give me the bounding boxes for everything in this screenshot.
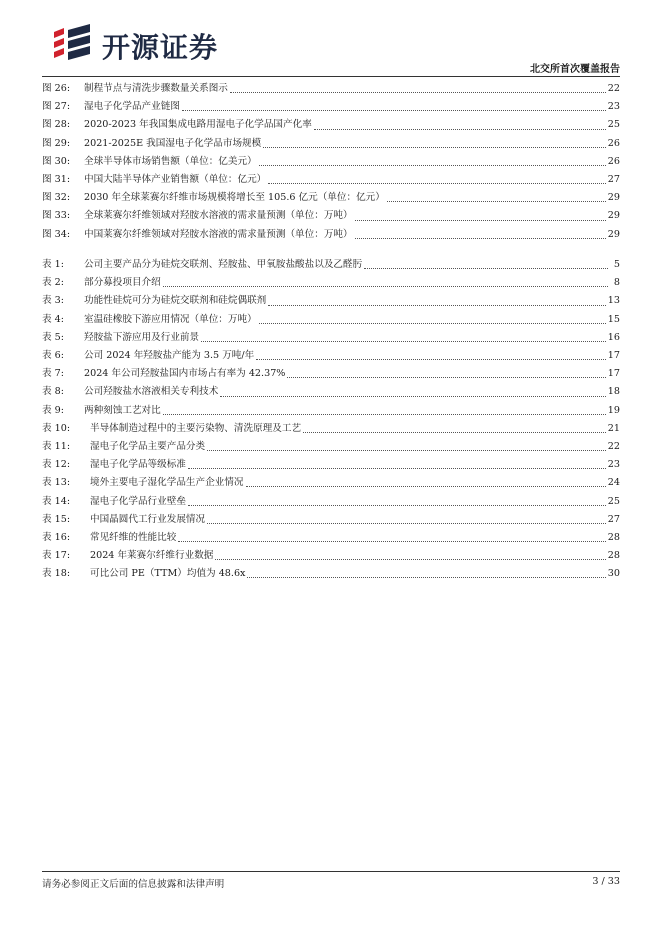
- dot-leader: [188, 468, 606, 469]
- table-toc-entry[interactable]: [42, 256, 620, 274]
- figure-toc-entry[interactable]: [42, 135, 620, 153]
- table-label: 表 1:: [42, 259, 64, 271]
- table-label: 表 5:: [42, 331, 64, 343]
- table-toc-entry[interactable]: [42, 329, 620, 347]
- table-label: 表 12:: [42, 459, 71, 471]
- dot-leader: [215, 559, 605, 560]
- figure-page-number: 26: [607, 155, 620, 167]
- figure-title: 湿电子化学品产业链图: [84, 101, 180, 113]
- figure-label: 图 26:: [42, 83, 71, 95]
- table-page-number: 21: [607, 422, 620, 434]
- table-title: 功能性硅烷可分为硅烷交联剂和硅烷偶联剂: [84, 295, 267, 307]
- table-toc-entry[interactable]: [42, 565, 620, 583]
- figure-page-number: 26: [607, 137, 620, 149]
- table-title: 公司羟胺盐水溶液相关专利技术: [84, 386, 219, 398]
- figure-page-number: 29: [607, 210, 620, 222]
- table-page-number: 22: [607, 440, 620, 452]
- table-page-number: 28: [607, 550, 620, 562]
- figure-page-number: 25: [607, 119, 620, 131]
- table-page-number: 23: [607, 459, 620, 471]
- dot-leader: [220, 396, 605, 397]
- table-page-number: 15: [607, 313, 620, 325]
- table-page-number: 24: [607, 477, 620, 489]
- page-header: [0, 0, 662, 80]
- table-toc-entry[interactable]: [42, 547, 620, 565]
- figure-toc-entry[interactable]: [42, 116, 620, 134]
- table-label: 表 11:: [42, 440, 71, 452]
- table-toc-entry[interactable]: [42, 383, 620, 401]
- figure-title: 全球莱赛尔纤维领域对羟胺水溶液的需求量预测（单位：万吨）: [84, 210, 353, 222]
- dot-leader: [268, 305, 606, 306]
- table-title: 公司主要产品分为硅烷交联剂、羟胺盐、甲氧胺盐酸盐以及乙醛肟: [84, 259, 363, 271]
- table-page-number: 8: [613, 277, 620, 289]
- table-title: 2024 年公司羟胺盐国内市场占有率为 42.37%: [84, 368, 286, 380]
- dot-leader: [263, 147, 606, 148]
- footer-divider: [42, 871, 620, 872]
- table-page-number: 13: [607, 295, 620, 307]
- table-toc-entry[interactable]: [42, 347, 620, 365]
- table-label: 表 14:: [42, 495, 71, 507]
- dot-leader: [207, 523, 606, 524]
- dot-leader: [268, 183, 606, 184]
- table-title: 可比公司 PE（TTM）均值为 48.6x: [90, 568, 246, 580]
- dot-leader: [355, 238, 606, 239]
- table-label: 表 4:: [42, 313, 64, 325]
- table-title: 湿电子化学品等级标准: [90, 459, 186, 471]
- table-toc-entry[interactable]: [42, 474, 620, 492]
- figure-toc-entry[interactable]: [42, 153, 620, 171]
- table-label: 表 3:: [42, 295, 64, 307]
- dot-leader: [246, 486, 606, 487]
- table-title: 室温硅橡胶下游应用情况（单位：万吨）: [84, 313, 257, 325]
- table-toc-entry[interactable]: [42, 529, 620, 547]
- table-toc-entry[interactable]: [42, 402, 620, 420]
- dot-leader: [178, 541, 605, 542]
- table-page-number: 30: [607, 568, 620, 580]
- figure-page-number: 23: [607, 101, 620, 113]
- dot-leader: [207, 450, 606, 451]
- dot-leader: [201, 341, 606, 342]
- table-label: 表 18:: [42, 568, 71, 580]
- table-toc-entry[interactable]: [42, 292, 620, 310]
- table-title: 湿电子化学品主要产品分类: [90, 440, 206, 452]
- table-title: 常见纤维的性能比较: [90, 531, 177, 543]
- figure-page-number: 29: [607, 192, 620, 204]
- table-label: 表 15:: [42, 513, 71, 525]
- dot-leader: [387, 201, 606, 202]
- header-divider: [42, 76, 620, 77]
- figure-toc-entry[interactable]: [42, 98, 620, 116]
- dot-leader: [230, 92, 606, 93]
- company-logo: [50, 22, 250, 66]
- table-toc-entry[interactable]: [42, 438, 620, 456]
- table-label: 表 10:: [42, 422, 71, 434]
- table-page-number: 16: [607, 331, 620, 343]
- dot-leader: [287, 377, 605, 378]
- table-page-number: 25: [607, 495, 620, 507]
- figure-title: 中国莱赛尔纤维领域对羟胺水溶液的需求量预测（单位：万吨）: [84, 228, 353, 240]
- figure-title: 2021-2025E 我国湿电子化学品市场规模: [84, 137, 262, 149]
- figure-toc-entry[interactable]: [42, 207, 620, 225]
- table-title: 湿电子化学品行业壁垒: [90, 495, 186, 507]
- report-type: 北交所首次覆盖报告: [530, 64, 620, 75]
- dot-leader: [188, 505, 606, 506]
- table-toc-entry[interactable]: [42, 456, 620, 474]
- figure-label: 图 31:: [42, 174, 71, 186]
- table-title: 两种刻蚀工艺对比: [84, 404, 161, 416]
- figure-label: 图 29:: [42, 137, 71, 149]
- figure-label: 图 32:: [42, 192, 71, 204]
- figure-title: 中国大陆半导体产业销售额（单位：亿元）: [84, 174, 267, 186]
- figure-page-number: 29: [607, 228, 620, 240]
- table-page-number: 19: [607, 404, 620, 416]
- table-title: 境外主要电子湿化学品生产企业情况: [90, 477, 244, 489]
- footer-page-number: 3 / 33: [592, 876, 620, 887]
- dot-leader: [303, 432, 606, 433]
- table-toc-entry[interactable]: [42, 511, 620, 529]
- dot-leader: [256, 359, 606, 360]
- table-label: 表 8:: [42, 386, 64, 398]
- logo-text: 开源证券: [102, 31, 219, 64]
- dot-leader: [163, 414, 606, 415]
- table-label: 表 9:: [42, 404, 64, 416]
- table-toc-entry[interactable]: [42, 492, 620, 510]
- figure-page-number: 22: [607, 83, 620, 95]
- dot-leader: [259, 165, 606, 166]
- table-title: 羟胺盐下游应用及行业前景: [84, 331, 200, 343]
- figure-label: 图 34:: [42, 228, 71, 240]
- table-toc-entry[interactable]: [42, 365, 620, 383]
- footer-disclaimer: 请务必参阅正文后面的信息披露和法律声明: [42, 879, 225, 890]
- table-label: 表 16:: [42, 531, 71, 543]
- table-page-number: 5: [613, 259, 620, 271]
- table-page-number: 17: [607, 350, 620, 362]
- figure-title: 全球半导体市场销售额（单位：亿美元）: [84, 155, 257, 167]
- figure-toc-entry[interactable]: [42, 80, 620, 98]
- table-page-number: 17: [607, 368, 620, 380]
- figure-title: 2030 年全球莱赛尔纤维市场规模将增长至 105.6 亿元（单位：亿元）: [84, 192, 385, 204]
- dot-leader: [163, 286, 608, 287]
- table-title: 2024 年莱赛尔纤维行业数据: [90, 550, 214, 562]
- figure-label: 图 28:: [42, 119, 71, 131]
- figure-page-number: 27: [607, 174, 620, 186]
- figure-toc-entry[interactable]: [42, 171, 620, 189]
- dot-leader: [259, 323, 606, 324]
- figure-toc-entry[interactable]: [42, 189, 620, 207]
- dot-leader: [364, 268, 608, 269]
- table-label: 表 6:: [42, 350, 64, 362]
- table-title: 部分募投项目介绍: [84, 277, 161, 289]
- figure-toc-entry[interactable]: [42, 226, 620, 244]
- figure-label: 图 33:: [42, 210, 71, 222]
- figure-title: 2020-2023 年我国集成电路用湿电子化学品国产化率: [84, 119, 312, 131]
- figure-label: 图 27:: [42, 101, 71, 113]
- table-toc-entry[interactable]: [42, 274, 620, 292]
- table-title: 公司 2024 年羟胺盐产能为 3.5 万吨/年: [84, 350, 255, 362]
- table-title: 中国晶圆代工行业发展情况: [90, 513, 206, 525]
- dot-leader: [314, 129, 606, 130]
- table-page-number: 27: [607, 513, 620, 525]
- table-toc-entry[interactable]: [42, 311, 620, 329]
- table-label: 表 2:: [42, 277, 64, 289]
- table-label: 表 13:: [42, 477, 71, 489]
- dot-leader: [247, 577, 605, 578]
- table-label: 表 17:: [42, 550, 71, 562]
- logo-mark-icon: [50, 24, 94, 64]
- table-page-number: 28: [607, 531, 620, 543]
- figure-label: 图 30:: [42, 155, 71, 167]
- table-title: 半导体制造过程中的主要污染物、清洗原理及工艺: [90, 422, 302, 434]
- tables-toc: [42, 256, 620, 583]
- figures-toc: [42, 80, 620, 244]
- table-label: 表 7:: [42, 368, 64, 380]
- figure-title: 制程节点与清洗步骤数量关系图示: [84, 83, 228, 95]
- table-toc-entry[interactable]: [42, 420, 620, 438]
- table-page-number: 18: [607, 386, 620, 398]
- dot-leader: [355, 220, 606, 221]
- dot-leader: [182, 110, 606, 111]
